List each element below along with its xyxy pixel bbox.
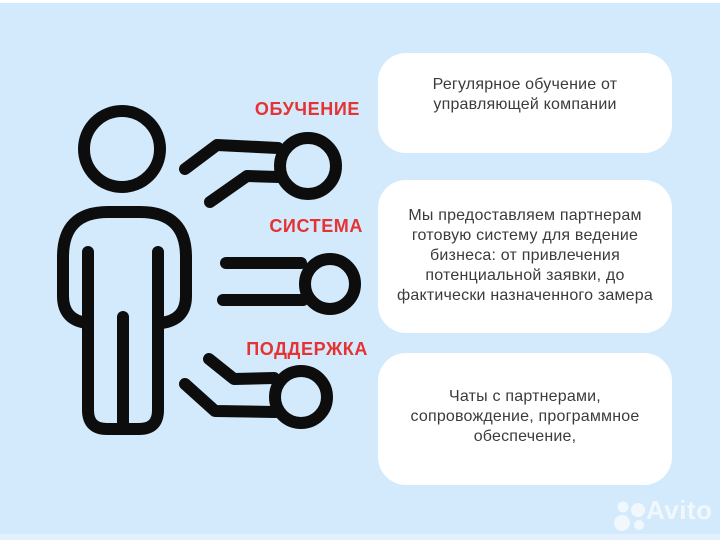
system-description-text: Мы предоставляем партнерам готовую систему для ведение бизнеса: от привлечения потенциальной заявки, до фактически назначенного замера [397,207,653,304]
training-description-text: Регулярное обучение от управляющей компании [432,76,618,113]
training-description-card [378,53,672,153]
avito-watermark-text: Avito [646,495,713,525]
avito-watermark [609,495,713,531]
support-label: ПОДДЕРЖКА [246,339,368,359]
lines-to-ring-icon [223,259,355,309]
support-description-card [378,353,672,485]
system-label: СИСТЕМА [269,216,363,236]
hand-reaching-ring-icon [185,138,336,202]
training-label: ОБУЧЕНИЕ [254,99,360,119]
system-description-card [378,180,672,333]
support-description-text: Чаты с партнерами, сопровождение, программное обеспечение, [410,388,640,445]
bottom-light-strip [0,534,720,540]
hand-supporting-ring-icon [185,359,327,423]
person-icon [63,111,186,429]
avito-dots-logo-icon [609,495,645,531]
